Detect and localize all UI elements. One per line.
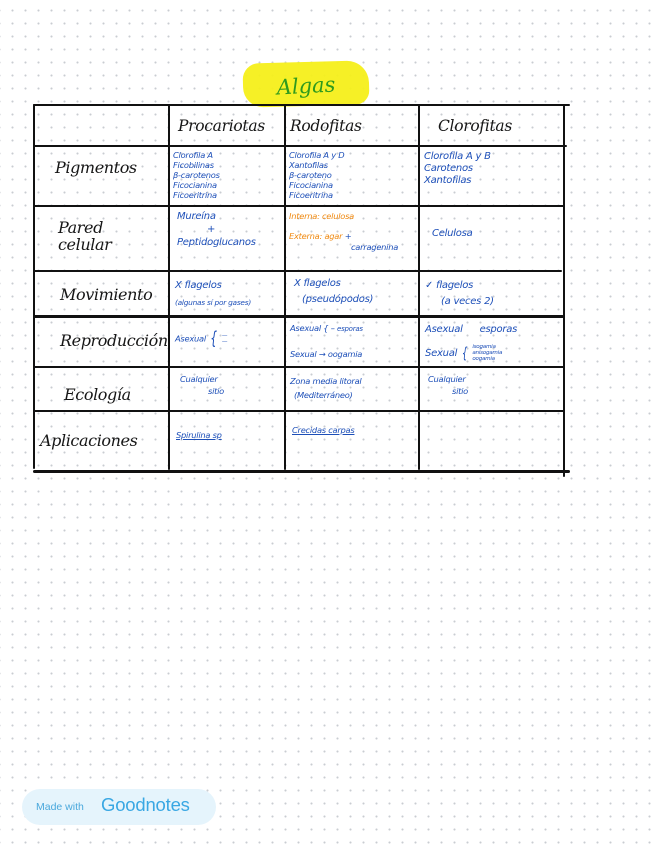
cell-movimiento-procariotas: X flagelos (algunas sí por gases) [175, 280, 251, 307]
cell-reproduccion-procariotas: Asexual { — — [175, 328, 228, 349]
column-header-rodofitas: Rodofitas [290, 117, 362, 135]
made-with-goodnotes-badge[interactable] [22, 789, 216, 825]
cell-aplicaciones-rodofitas: Crecidas carpas [292, 425, 355, 435]
cell-pared-clorofitas: Celulosa [432, 228, 473, 239]
cell-pigmentos-procariotas: Clorofila A Ficobilinas β-carotenos Ficocianina Ficoeritrina [173, 150, 220, 200]
cell-ecologia-procariotas: Cualquier sitio [180, 374, 225, 396]
cell-ecologia-clorofitas: Cualquier sitio [428, 374, 469, 396]
made-with-label: Made with [36, 801, 84, 813]
cell-pigmentos-rodofitas: Clorofila A y D Xantofilas β-caroteno Ficocianina Ficoeritrina [289, 150, 345, 200]
goodnotes-logo: Goodnotes [101, 794, 190, 815]
row-header-ecologia: Ecología [64, 385, 131, 404]
cell-movimiento-clorofitas: ✓ flagelos (a veces 2) [425, 280, 494, 307]
cell-movimiento-rodofitas: X flagelos (pseudópodos) [294, 278, 374, 305]
cell-ecologia-rodofitas: Zona media litoral (Mediterráneo) [290, 376, 362, 400]
row-header-pigmentos: Pigmentos [55, 158, 137, 177]
page-title: Algas [276, 72, 336, 100]
cell-pared-procariotas: Mureína + Peptidoglucanos [177, 211, 256, 248]
cell-reproduccion-clorofitas: Asexual esporas Sexual { isogamia anisogamia oogamia [425, 324, 518, 362]
cell-aplicaciones-procariotas: Spirulina sp [176, 430, 222, 440]
cell-pared-rodofitas: Interna: celulosa Externa: agar + carragenina [289, 211, 399, 252]
row-header-aplicaciones: Aplicaciones [40, 431, 138, 450]
row-header-pared-celular: Pared celular [58, 218, 112, 254]
cell-reproduccion-rodofitas: Asexual { – esporas Sexual → oogamia [290, 323, 363, 359]
row-header-movimiento: Movimiento [60, 285, 153, 304]
cell-pigmentos-clorofitas: Clorofila A y B Carotenos Xantofilas [424, 151, 491, 186]
column-header-clorofitas: Clorofitas [438, 117, 513, 135]
column-header-procariotas: Procariotas [178, 117, 265, 135]
row-header-reproduccion: Reproducción [60, 331, 168, 350]
